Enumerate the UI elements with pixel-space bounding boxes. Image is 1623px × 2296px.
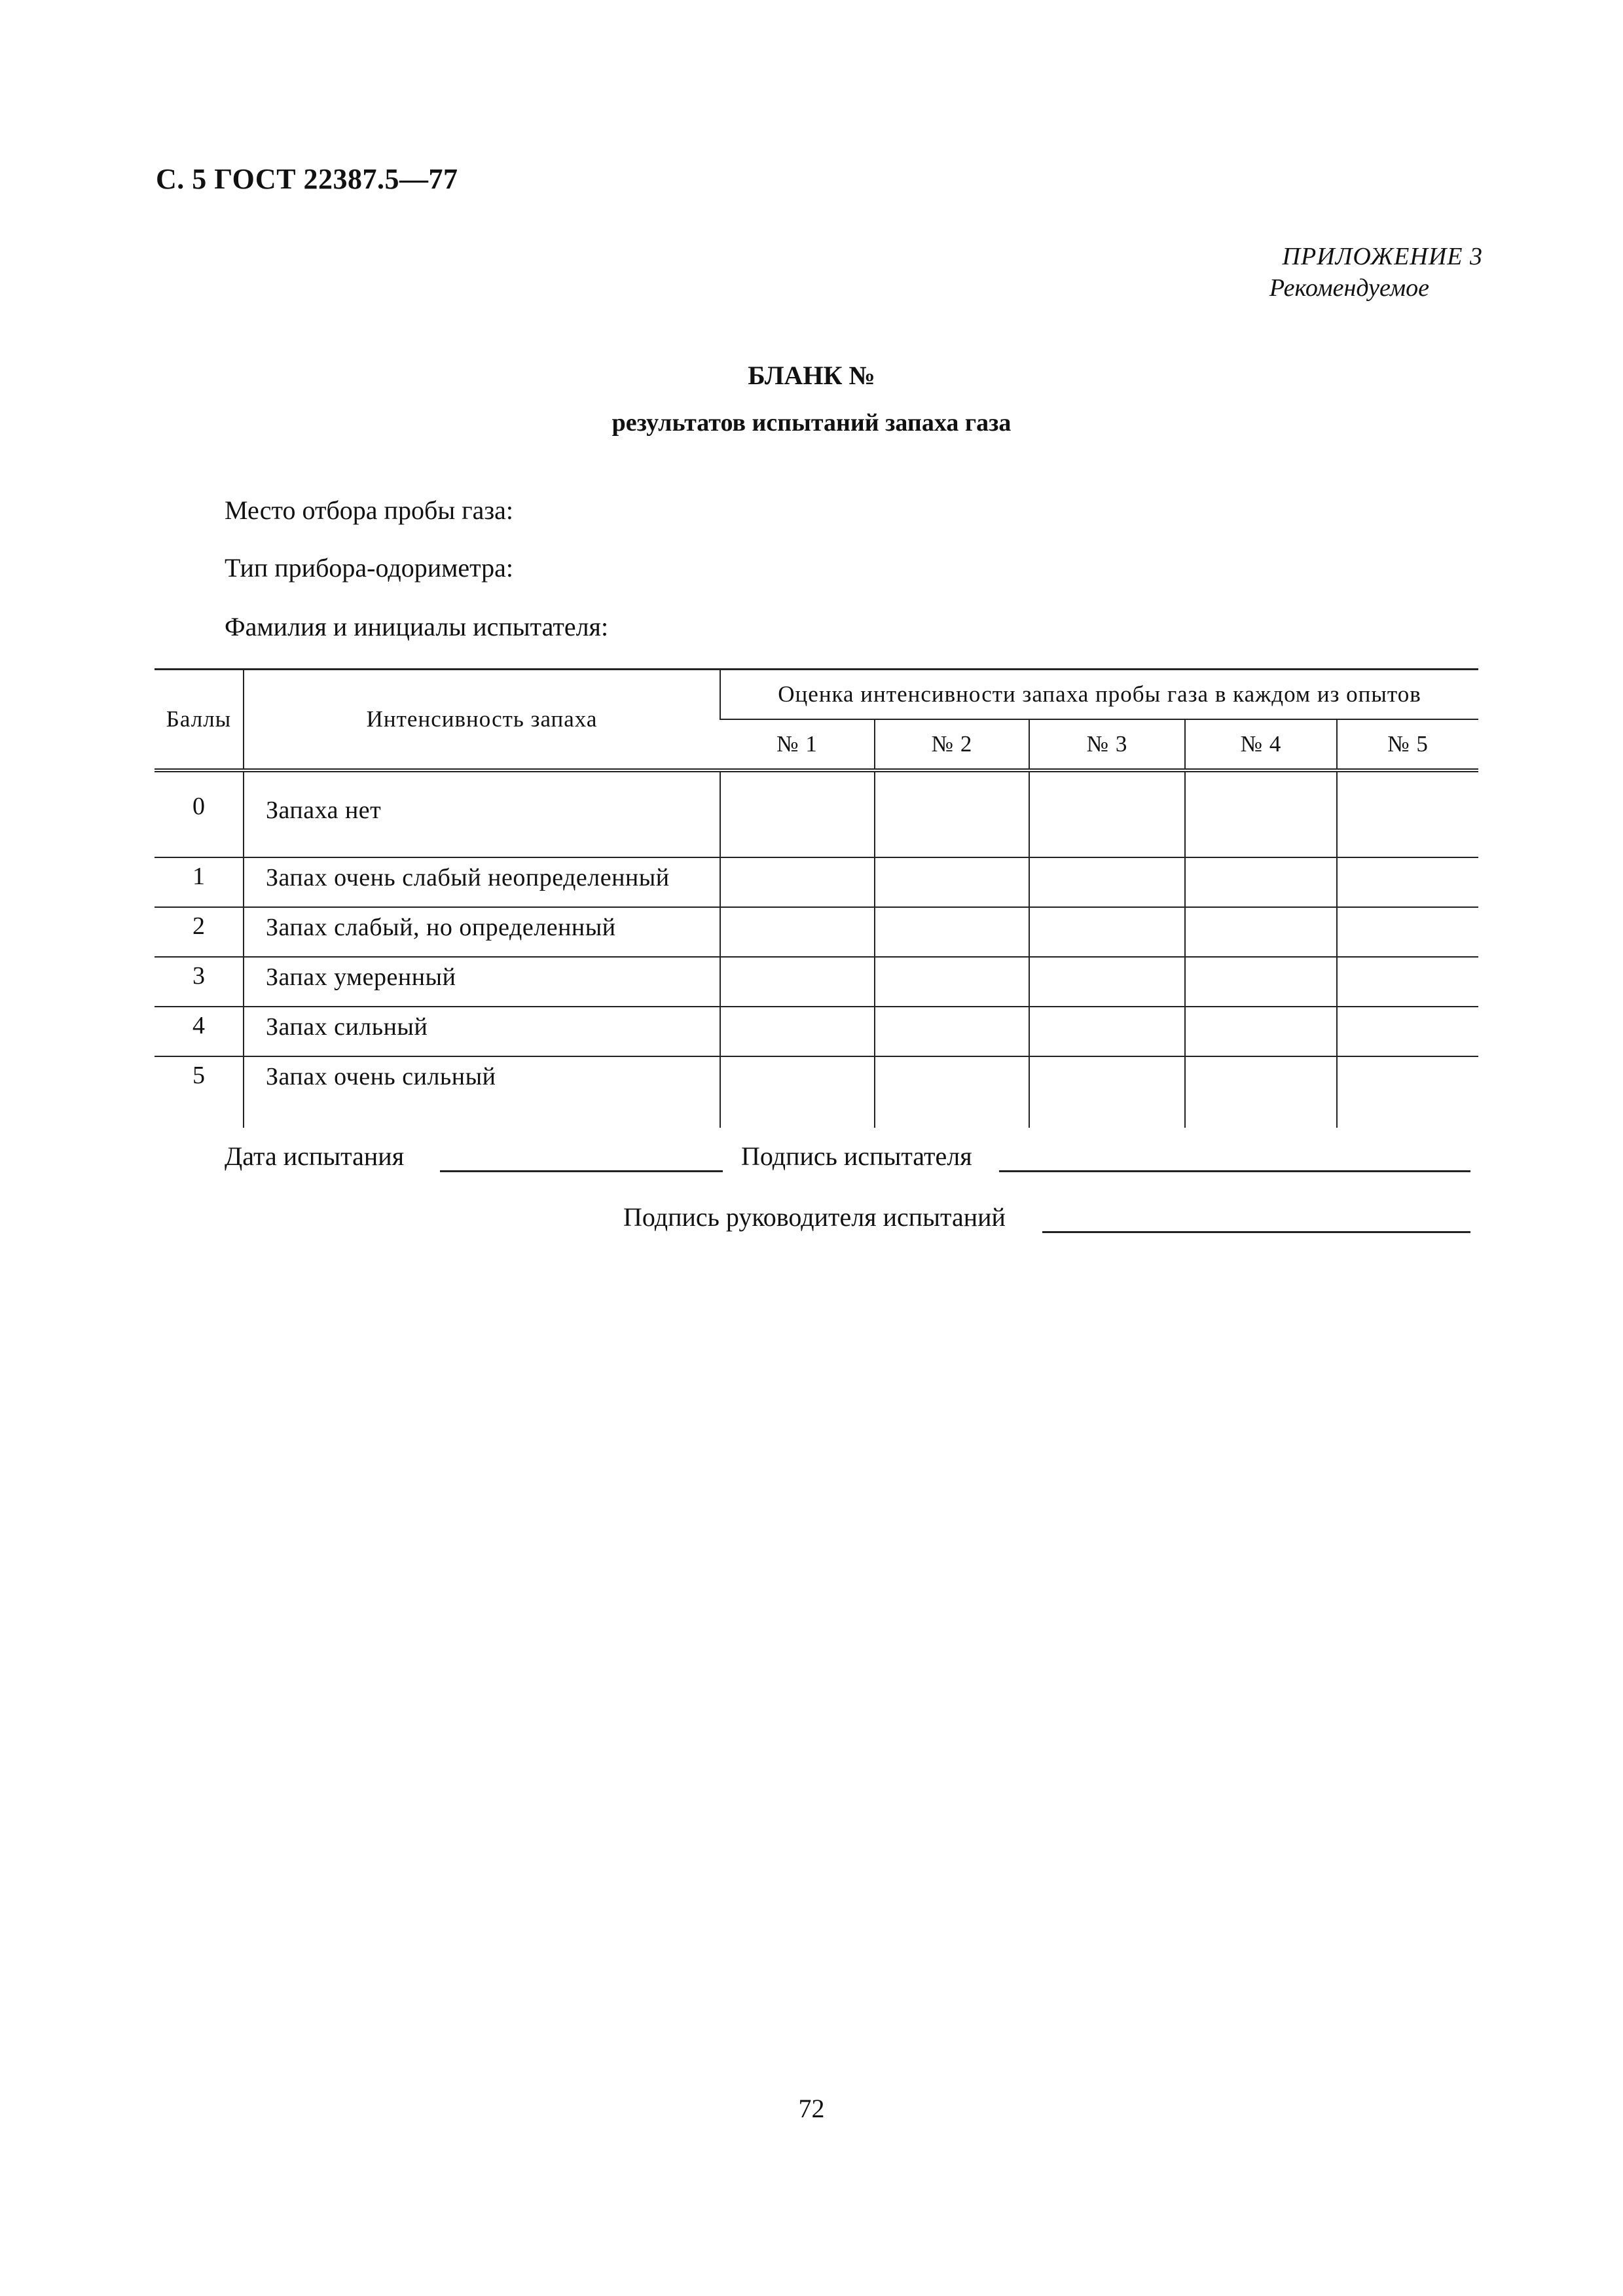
tester-signature-label: Подпись испытателя [741,1141,972,1171]
result-cell[interactable] [1185,857,1337,907]
result-cell[interactable] [720,957,875,1007]
result-cell[interactable] [875,1056,1029,1128]
intensity-cell: Запах очень слабый неопределенный [244,857,720,907]
result-cell[interactable] [1337,907,1478,957]
result-cell[interactable] [1029,1007,1185,1056]
page-number: 72 [798,2094,825,2123]
result-cell[interactable] [720,907,875,957]
result-cell[interactable] [1337,770,1478,857]
test-date-line[interactable] [440,1152,723,1172]
result-cell[interactable] [1185,1056,1337,1128]
result-cell[interactable] [875,907,1029,957]
score-cell: 5 [155,1056,244,1128]
score-cell: 2 [155,907,244,957]
trial-header: № 5 [1337,719,1478,770]
table-row [155,1056,1478,1128]
result-cell[interactable] [1185,1007,1337,1056]
result-cell[interactable] [875,1007,1029,1056]
result-cell[interactable] [1337,957,1478,1007]
head-signature-line[interactable] [1042,1213,1470,1233]
device-type-label: Тип прибора-одориметра: [225,553,513,583]
score-cell: 3 [155,957,244,1007]
result-cell[interactable] [1029,770,1185,857]
result-cell[interactable] [720,857,875,907]
sampling-place-label: Место отбора пробы газа: [225,495,514,525]
form-subtitle: результатов испытаний запаха газа [611,409,1012,437]
intensity-cell: Запах очень сильный [244,1056,720,1128]
intensity-cell: Запаха нет [244,770,720,857]
result-cell[interactable] [875,957,1029,1007]
intensity-cell: Запах умеренный [244,957,720,1007]
page-header: С. 5 ГОСТ 22387.5—77 [156,163,458,195]
col-header-assessment: Оценка интенсивности запаха пробы газа в каждом из опытов [720,670,1478,720]
result-cell[interactable] [1185,907,1337,957]
trial-header: № 3 [1029,719,1185,770]
result-cell[interactable] [875,857,1029,907]
intensity-cell: Запах сильный [244,1007,720,1056]
result-cell[interactable] [1337,1056,1478,1128]
result-cell[interactable] [1029,1056,1185,1128]
table-row [155,857,1478,907]
col-header-score: Баллы [155,670,244,771]
table-row [155,770,1478,857]
table-row [155,1007,1478,1056]
table-row [155,957,1478,1007]
test-date-label: Дата испытания [225,1141,405,1171]
result-cell[interactable] [875,770,1029,857]
form-title: БЛАНК № [748,361,875,390]
trial-header: № 2 [875,719,1029,770]
results-table [155,668,1478,1128]
intensity-cell: Запах слабый, но определенный [244,907,720,957]
result-cell[interactable] [720,1056,875,1128]
result-cell[interactable] [1185,770,1337,857]
result-cell[interactable] [1029,857,1185,907]
trial-header: № 4 [1185,719,1337,770]
col-header-intensity: Интенсивность запаха [244,670,720,771]
result-cell[interactable] [1185,957,1337,1007]
head-signature-label: Подпись руководителя испытаний [623,1202,1006,1232]
result-cell[interactable] [720,770,875,857]
result-cell[interactable] [1029,907,1185,957]
trial-header: № 1 [720,719,875,770]
result-cell[interactable] [1029,957,1185,1007]
result-cell[interactable] [1337,857,1478,907]
tester-name-label: Фамилия и инициалы испытателя: [225,612,609,641]
appendix-label: ПРИЛОЖЕНИЕ 3 [1282,243,1483,270]
appendix-status: Рекомендуемое [1269,274,1429,302]
tester-signature-line[interactable] [999,1152,1470,1172]
score-cell: 0 [192,793,205,820]
result-cell[interactable] [720,1007,875,1056]
score-cell: 1 [155,857,244,907]
score-cell: 4 [155,1007,244,1056]
table-row [155,907,1478,957]
result-cell[interactable] [1337,1007,1478,1056]
